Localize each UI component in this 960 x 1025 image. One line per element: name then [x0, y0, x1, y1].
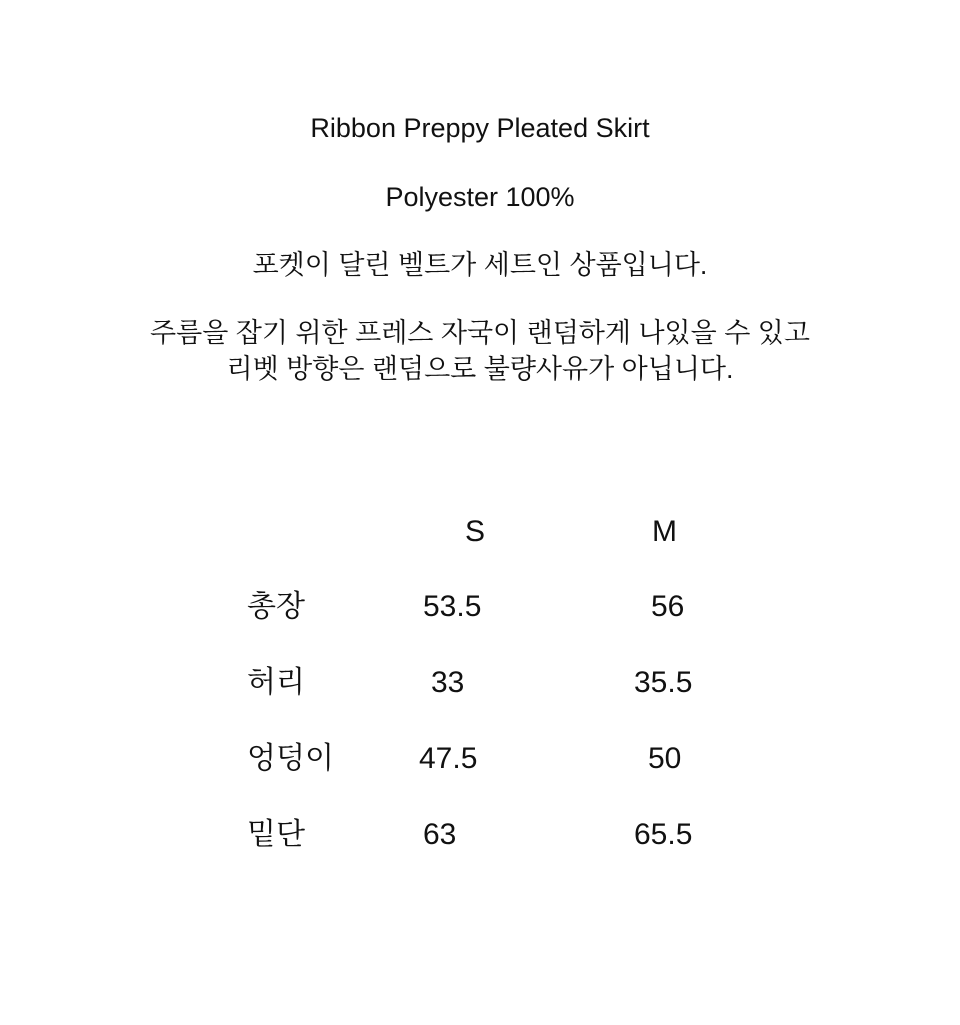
row-label: 총장: [247, 590, 305, 623]
material-text: Polyester 100%: [385, 182, 575, 212]
row-label: 허리: [247, 666, 305, 699]
notice-line-1: 주름을 잡기 위한 프레스 자국이 랜덤하게 나있을 수 있고: [150, 318, 810, 348]
notice-line-2: 리벳 방향은 랜덤으로 불량사유가 아닙니다.: [226, 354, 734, 384]
row-label: 엉덩이: [247, 742, 334, 775]
row-label: 밑단: [247, 818, 305, 851]
size-header-m: M: [652, 515, 677, 548]
size-m-value: 56: [651, 590, 685, 623]
size-s-value: 33: [431, 666, 465, 699]
size-m-value: 35.5: [634, 666, 693, 699]
size-s-value: 53.5: [423, 590, 482, 623]
description-text: 포켓이 달린 벨트가 세트인 상품입니다.: [252, 250, 708, 280]
size-s-value: 63: [423, 818, 457, 851]
size-header-s: S: [465, 515, 486, 548]
size-s-value: 47.5: [419, 742, 478, 775]
product-name: Ribbon Preppy Pleated Skirt: [310, 113, 650, 143]
size-m-value: 50: [648, 742, 682, 775]
size-m-value: 65.5: [634, 818, 693, 851]
